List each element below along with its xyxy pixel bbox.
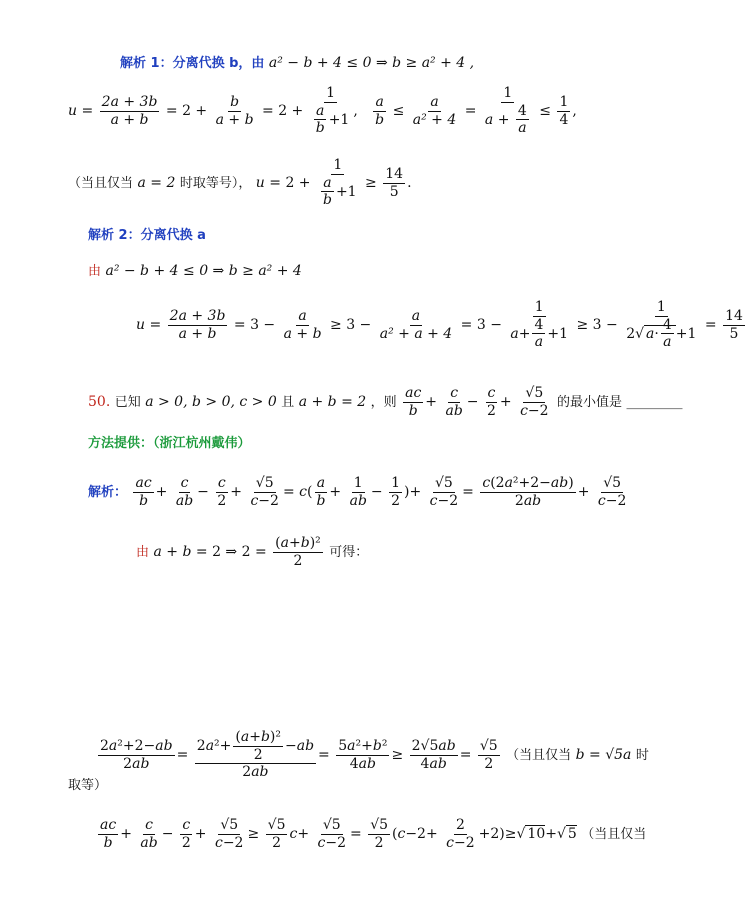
problem-number: 50. <box>88 394 111 411</box>
section3-header: 解析： <box>88 485 128 501</box>
section3-line2: 由 a + b = 2 ⇒ 2 = $\frac{\text{(a+b)²}}{2}$ 可得： <box>136 535 369 569</box>
method-provider <box>88 436 251 450</box>
section1-header <box>120 56 474 70</box>
section2-header <box>88 228 206 242</box>
section2-cond: a² − b + 4 ≤ 0 ⇒ b ≥ a² + 4 <box>105 263 302 279</box>
section3-eq4: $\frac{ac}{b}$ + $\frac{c}{ab}$ − $\frac{c}{2}$ + $\frac{√5}{c-2}$ ≥ $\frac{√5}{2}$ c+ $\frac{√5}{c-2}$ = $\frac{√5}{2}$ (c−2+ $\frac{2}{c-2}$ +2)≥√ 10+√ 5 （当且仅当 <box>100 817 647 851</box>
section1-note-cond: a = 2 <box>137 175 176 192</box>
section3-eq3-note2: 取等） <box>68 778 108 793</box>
section3-line2-suffix: 可得： <box>329 545 369 561</box>
problem-cond: a > 0, b > 0, c > 0 <box>145 394 277 411</box>
section3-eq3-note: （当且仅当 <box>506 748 572 764</box>
section3-eq3-note2-line <box>68 778 107 792</box>
section1-header-math: a² − b + 4 ≤ 0 ⇒ b ≥ a² + 4 , <box>268 55 475 71</box>
section2-header-label: 解析 2：分离代换 a <box>88 228 206 243</box>
problem-50: 50. 已知 a > 0, b > 0, c > 0 且 a + b = 2 ，则 $\frac{ac}{b}$ + $\frac{c}{ab}$ − $\frac{c}{2}$ + $\frac{√5}{c-2}$ 的最小值是 ________ <box>88 385 683 419</box>
problem-text1: 已知 <box>114 395 141 411</box>
section1-equation: u = $\frac{2a + 3b}{a + b}$ = 2 + $\frac{b}{a + b}$ = 2 + 1 $\frac{a}{b}$ +1 , $\frac{a}{b}$ ≤ $\frac{a}{\text{a² + 4}}$ = 1 a + $\frac{4}{a}$ ≤ $\frac{1}{4}$ , <box>68 85 577 137</box>
section3-line2-prefix: 由 <box>136 545 150 561</box>
section3-eq4-note: （当且仅当 <box>581 827 647 843</box>
section1-note: （当且仅当 <box>68 176 134 192</box>
answer-blank[interactable]: ________ <box>626 394 683 411</box>
section3-eq3: $\frac{\text{2a²+2−ab}}{2ab}$ = 2a²+ $\frac{\text{(a+b)²}}{2}$ −ab 2ab = $\frac{\text{5a²+b²}}{4ab}$ ≥ $\frac{2√5ab}{4ab}$ = $\frac{√5}{2}$ （当且仅当 b = √5a 时 <box>100 729 649 781</box>
section3-equation: 解析： $\frac{ac}{b}$ + $\frac{c}{ab}$ − $\frac{c}{2}$ + $\frac{√5}{c-2}$ = c( $\frac{a}{b}$ + $\frac{1}{ab}$ − $\frac{1}{2}$ )+ $\frac{√5}{c-2}$ = $\frac{\text{c(2a²+2−ab)}}{2ab}$ + $\frac{√5}{c-2}$ <box>88 475 627 509</box>
section1-note-line: （当且仅当 a = 2 时取等号）， u = 2 + 1 $\frac{a}{b}$ +1 ≥ $\frac{14}{5}$ . <box>68 157 412 209</box>
section3-eq3-cond: b = √5a <box>575 747 632 764</box>
section2-condition <box>88 264 302 278</box>
problem-text4: 的最小值是 <box>557 395 623 411</box>
section1-header-label: 解析 1：分离代换 b，由 <box>120 56 265 71</box>
section1-note-end: 时取等号）， <box>179 176 252 192</box>
problem-text2: 且 <box>281 395 295 411</box>
problem-cond2: a + b = 2 <box>298 394 367 411</box>
section2-cond-prefix: 由 <box>88 264 102 279</box>
section3-eq3-note-end: 时 <box>635 748 649 764</box>
problem-text3: ，则 <box>370 395 397 411</box>
section2-equation: u = $\frac{2a + 3b}{a + b}$ = 3 − $\frac{a}{a + b}$ ≥ 3 − $\frac{a}{\text{a² + a + 4}}$ = 3 − 1 a+ $\frac{4}{a}$ +1 ≥ 3 − 1 2√ a· $\frac{4}{a}$ +1 = $\frac{14}{5}$ <box>136 299 743 351</box>
method-label: 方法提供：（浙江杭州戴伟） <box>88 436 251 451</box>
